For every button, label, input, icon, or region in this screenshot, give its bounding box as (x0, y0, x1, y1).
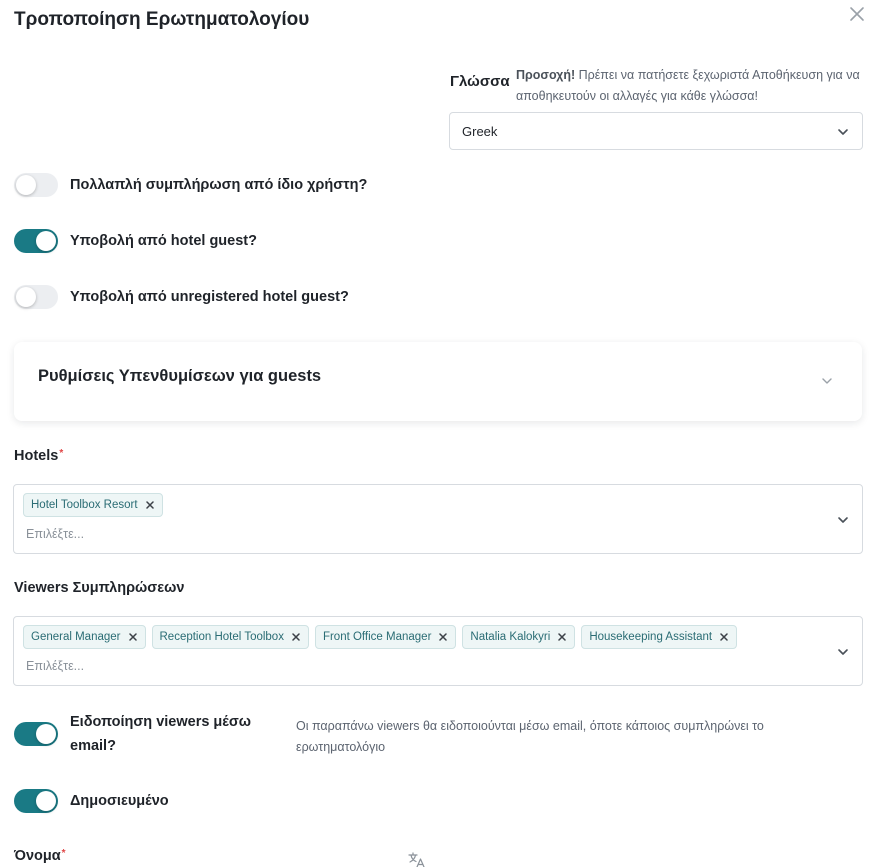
multiple-submissions-label: Πολλαπλή συμπλήρωση από ίδιο χρήστη? (70, 177, 368, 193)
notify-viewers-toggle[interactable] (14, 722, 58, 746)
viewer-chip (152, 625, 309, 649)
viewers-placeholder: Επιλέξτε... (26, 659, 85, 673)
hotels-label-text: Hotels (14, 448, 59, 464)
language-warning-bold: Προσοχή! (516, 68, 576, 82)
language-warning-text: Πρέπει να πατήσετε ξεχωριστά Αποθήκευση για να αποθηκευτούν οι αλλαγές για κάθε γλώσσα! (516, 68, 860, 103)
hotels-placeholder: Επιλέξτε... (26, 527, 85, 541)
chevron-down-icon (820, 374, 834, 388)
unregistered-guest-toggle[interactable] (14, 285, 58, 309)
hotels-label (14, 448, 63, 464)
hotel-chip-label: Hotel Toolbox Resort (31, 499, 138, 511)
unregistered-guest-row (14, 285, 349, 309)
name-label (14, 848, 66, 864)
reminders-accordion-title: Ρυθμίσεις Υπενθυμίσεων για guests (38, 367, 322, 385)
viewer-chip-label: Housekeeping Assistant (589, 631, 713, 643)
viewer-chip (23, 625, 146, 649)
hotels-chips (23, 493, 163, 517)
close-icon[interactable] (438, 632, 448, 642)
viewer-chip-label: Reception Hotel Toolbox (159, 631, 284, 643)
language-label: Γλώσσα (450, 73, 510, 90)
close-icon[interactable] (557, 632, 567, 642)
chevron-down-icon (836, 513, 850, 527)
toggle-knob (16, 287, 36, 307)
viewer-chip (581, 625, 737, 649)
notify-viewers-label: Ειδοποίηση viewers μέσω email? (70, 714, 252, 754)
published-toggle[interactable] (14, 789, 58, 813)
close-icon[interactable] (291, 632, 301, 642)
hotel-chip (23, 493, 163, 517)
required-mark: * (59, 448, 64, 459)
notify-viewers-help: Οι παραπάνω viewers θα ειδοποιούνται μέσω email, όποτε κάποιος συμπληρώνει το ερωτηματολόγιο (296, 719, 764, 754)
name-label-text: Όνομα (14, 848, 61, 864)
published-row (14, 789, 169, 813)
dialog-title: Τροποποίηση Ερωτηματολογίου (14, 9, 310, 30)
close-icon[interactable] (128, 632, 138, 642)
toggle-knob (16, 175, 36, 195)
viewer-chip (462, 625, 575, 649)
viewer-chip-label: Front Office Manager (322, 631, 432, 643)
language-select[interactable] (449, 112, 863, 150)
multiple-submissions-toggle[interactable] (14, 173, 58, 197)
notify-viewers-row (14, 722, 58, 746)
unregistered-guest-label: Υποβολή από unregistered hotel guest? (70, 289, 349, 305)
viewers-label: Viewers Συμπληρώσεων (14, 580, 185, 596)
chevron-down-icon (836, 645, 850, 659)
viewer-chip-label: Natalia Kalokyri (470, 631, 551, 643)
viewer-chip-label: General Manager (31, 631, 121, 643)
viewers-chips (23, 625, 737, 649)
close-icon[interactable] (719, 632, 729, 642)
viewers-multiselect[interactable] (13, 616, 863, 686)
close-icon[interactable] (847, 4, 867, 24)
toggle-knob (36, 791, 56, 811)
close-icon[interactable] (145, 500, 155, 510)
chevron-down-icon (836, 125, 850, 139)
hotel-guest-label: Υποβολή από hotel guest? (70, 233, 257, 249)
viewer-chip (315, 625, 456, 649)
hotel-guest-toggle[interactable] (14, 229, 58, 253)
translate-icon[interactable] (408, 852, 426, 867)
hotels-multiselect[interactable] (13, 484, 863, 554)
required-mark: * (61, 848, 66, 859)
toggle-knob (36, 724, 56, 744)
language-select-value: Greek (462, 124, 498, 139)
toggle-knob (36, 231, 56, 251)
published-label: Δημοσιευμένο (70, 793, 169, 809)
multiple-submissions-row (14, 173, 367, 197)
hotel-guest-row (14, 229, 257, 253)
reminders-accordion[interactable] (14, 342, 862, 421)
language-warning (516, 65, 866, 107)
